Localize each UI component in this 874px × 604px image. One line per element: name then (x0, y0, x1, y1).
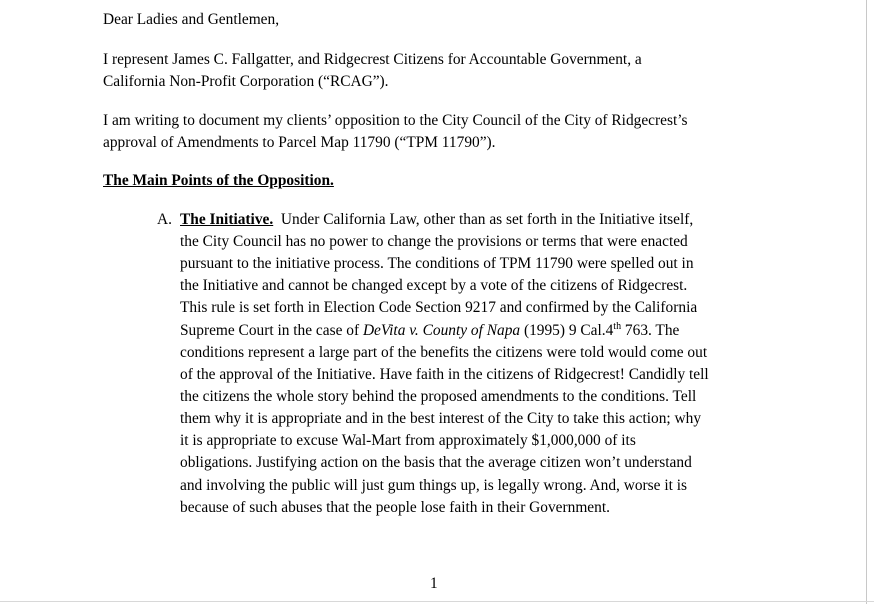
item-a-line-5: This rule is set forth in Election Code Section 9217 and confirmed by the California (180, 299, 698, 316)
item-a-line-1 (180, 209, 693, 231)
item-a-line-3: pursuant to the initiative process. The conditions of TPM 11790 were spelled out in (180, 255, 694, 272)
item-a-line-6-mid: (1995) 9 Cal.4 (520, 322, 614, 339)
ordinal-superscript: th (613, 321, 622, 332)
item-a-line-13: and involving the public will just gum things up, is legally wrong. And, worse it is (180, 477, 688, 494)
item-a-line-6-pre: Supreme Court in the case of (180, 322, 363, 339)
list-marker-a: A. (157, 211, 172, 228)
item-a-line-9: the citizens the whole story behind the proposed amendments to the conditions. Tell (180, 388, 697, 405)
page-bottom-divider (0, 601, 874, 602)
item-a-line-6 (180, 320, 679, 342)
item-a-line-10: them why it is appropriate and in the best interest of the City to take this action; why (180, 410, 702, 427)
item-a-line-1-text: Under California Law, other than as set forth in the Initiative itself, (280, 211, 694, 228)
item-a-line-12: obligations. Justifying action on the basis that the average citizen won’t understand (180, 454, 692, 471)
item-a-line-2: the City Council has no power to change the provisions or terms that were enacted (180, 233, 688, 250)
item-a-line-6-post: 763. The (621, 322, 680, 339)
item-a-line-7: conditions represent a large part of the benefits the citizens were told would come out (180, 344, 708, 361)
item-a-line-14: because of such abuses that the people lose faith in their Government. (180, 499, 610, 516)
page-edge-divider (866, 0, 867, 604)
paragraph-2-line-2: approval of Amendments to Parcel Map 11790 (“TPM 11790”). (103, 134, 496, 151)
salutation: Dear Ladies and Gentlemen, (103, 11, 280, 28)
paragraph-1-line-2: California Non-Profit Corporation (“RCAG”). (103, 73, 389, 90)
case-citation: DeVita v. County of Napa (362, 322, 521, 339)
page-number: 1 (430, 575, 438, 592)
item-a-line-8: of the approval of the Initiative. Have faith in the citizens of Ridgecrest! Candidly tell (180, 366, 709, 383)
paragraph-1-line-1: I represent James C. Fallgatter, and Ridgecrest Citizens for Accountable Government, a (103, 51, 642, 68)
paragraph-2-line-1: I am writing to document my clients’ opposition to the City Council of the City of Ridgecrest’s (103, 112, 688, 129)
item-a-title: The Initiative. (180, 211, 274, 228)
item-a-line-11: it is appropriate to excuse Wal-Mart from approximately $1,000,000 of its (180, 432, 636, 449)
item-a-line-4: the Initiative and cannot be changed except by a vote of the citizens of Ridgecrest. (180, 277, 688, 294)
section-heading: The Main Points of the Opposition. (103, 172, 334, 189)
